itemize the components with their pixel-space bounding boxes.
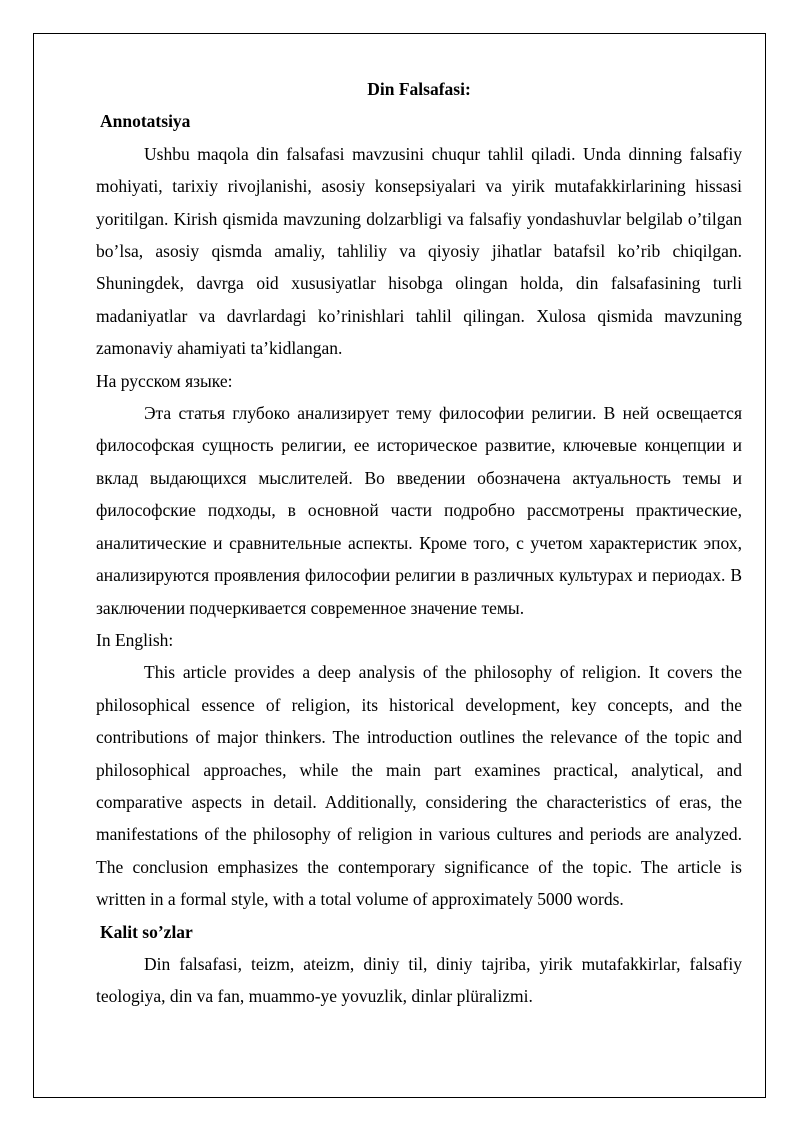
english-abstract: This article provides a deep analysis of the philosophy of religion. It covers the philosophical essence of religion, its historical development, key concepts, and the contributions of major thinkers. The introduction outlines the relevance of the topic and philosophical approaches, while the main part examines practical, analytical, and comparative aspects in detail. Additionally, considering the characteristics of eras, the manifestations of the philosophy of religion in various cultures and periods are analyzed. The conclusion emphasizes the contemporary significance of the topic. The article is written in a formal style, with a total volume of approximately 5000 words.: [96, 662, 742, 910]
russian-label: На русском языке:: [96, 370, 233, 391]
document-title: Din Falsafasi:: [367, 79, 471, 99]
annotation-heading: Annotatsiya: [100, 111, 191, 132]
english-label: In English:: [96, 629, 174, 650]
keywords-heading: Kalit so’zlar: [100, 921, 193, 942]
document-body: [96, 73, 742, 1013]
keywords-text: Din falsafasi, teizm, ateizm, diniy til, diniy tajriba, yirik mutafakkirlar, falsafiy teologiya, din va fan, muammo-ye yovuzlik, dinlar plüralizmi.: [96, 953, 742, 1007]
russian-abstract: Эта статья глубоко анализирует тему философии религии. В ней освещается философская сущность религии, ее историческое развитие, ключевые концепции и вклад выдающихся мыслителей. Во введении обозначена актуальность темы и философские подходы, в основной части подробно рассмотрены практические, аналитические и сравнительные аспекты. Кроме того, с учетом характеристик эпох, анализируются проявления философии религии в различных культурах и периодах. В заключении подчеркивается современное значение темы.: [96, 403, 742, 618]
uzbek-abstract: Ushbu maqola din falsafasi mavzusini chuqur tahlil qiladi. Unda dinning falsafiy mohiyati, tarixiy rivojlanishi, asosiy konsepsiyalari va yirik mutafakkirlarining hissasi yoritilgan. Kirish qismida mavzuning dolzarbligi va falsafiy yondashuvlar belgilab o’tilgan bo’lsa, asosiy qismda amaliy, tahliliy va qiyosiy jihatlar batafsil ko’rib chiqilgan. Shuningdek, davrga oid xususiyatlar hisobga olingan holda, din falsafasining turli madaniyatlar va davrlardagi ko’rinishlari tahlil qilingan. Xulosa qismida mavzuning zamonaviy ahamiyati ta’kidlangan.: [96, 143, 742, 359]
